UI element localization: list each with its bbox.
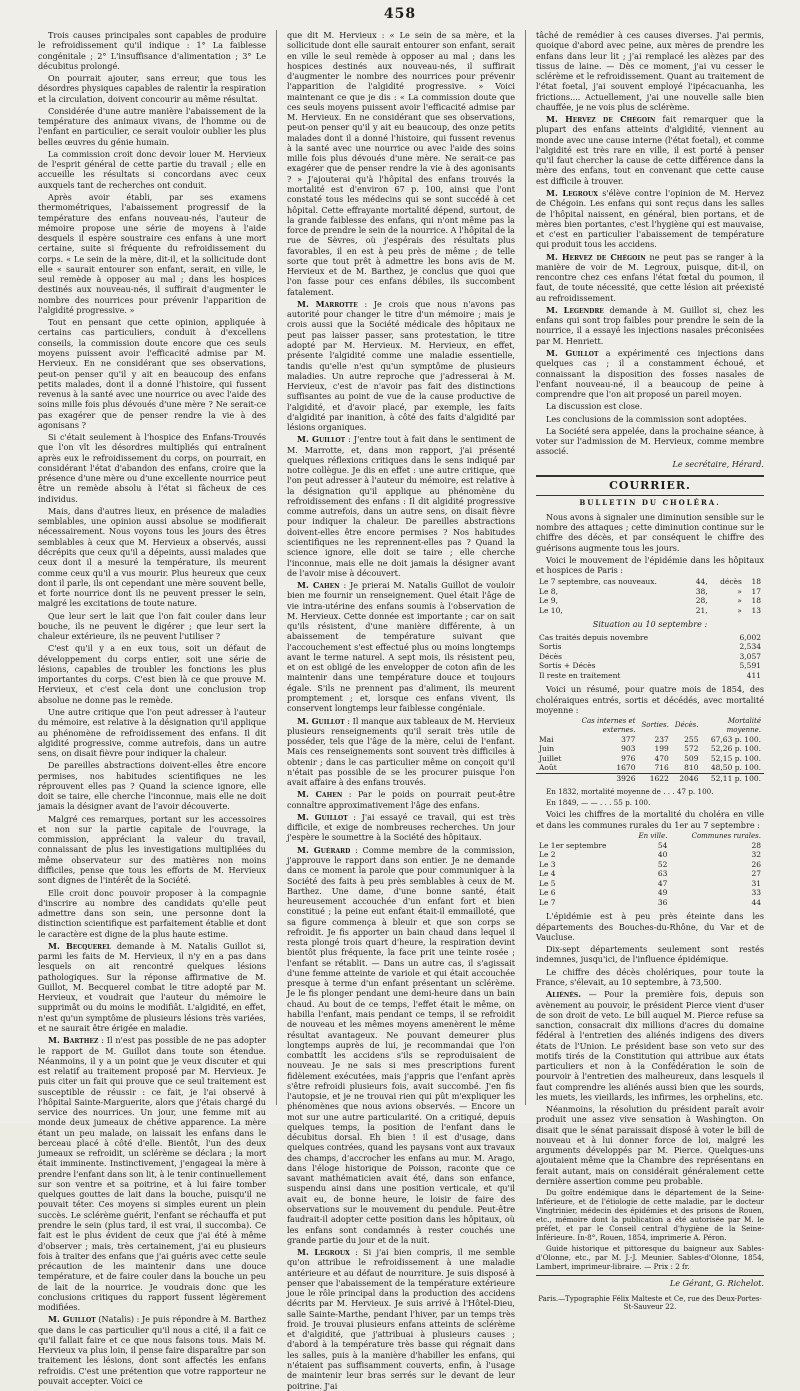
- paragraph: que dit M. Hervieux : « Le sein de sa mère, et la sollicitude dont elle saurait entourer son enfant, serait en ville le seul remède à opposer au mal ; dans les hospices destinés aux nouveau-nés, il suffirait d'augmenter le nombre des nourrices pour prévenir l'apparition de l'algidité progressive. » Voici maintenant ce que je dis : « La commission doute que ces seuls moyens puissent avoir l'efficacité admise par M. Hervieux. En ne considérant que ses observations, peut-on penser qu'il y ait eu beaucoup, des onze petits malades dont il a donné l'histoire, qui fussent revenus à la santé avec une nourrice ou avec l'aide des soins mille fois plus dévoués d'une mère. Ne serait-ce pas exagérer que de penser rendre la vie à des agonisants ? » J'ajouterai qu'à l'hôpital des enfans trouvés la mortalité est d'environ 67 p. 100, ainsi que l'ont constaté tous les médecins qui se sont succédé à cet hôpital. Cette effrayante mortalité dépend, surtout, de la grande faiblesse des enfans, qui n'ont même pas la force de prendre le sein de la nourrice. A l'hôpital de la rue de Sèvres, où j'espérais des résultats plus favorables, il en est à peu près de même ; de telle sorte que tout prêt à admettre les bons avis de M. Hervieux et de M. Barthez, je conclus que quoi que l'on fasse pour ces enfans débiles, ils succombent fatalement.: [287, 30, 515, 297]
- table-cell: Le 10,: [539, 605, 563, 615]
- table-cell: 237: [654, 734, 669, 744]
- paragraph: La commission croit donc devoir louer M. Hervieux de l'esprit général de cette partie du travail ; elle en accueille les résultats si concordans avec ceux auxquels tant de recherches ont conduit.: [38, 148, 266, 190]
- table-cell: »: [737, 586, 742, 596]
- daily-cases-table: [536, 577, 764, 615]
- speaker-name: M. Guillot: [297, 434, 346, 445]
- table-cell: Sortis + Décès: [539, 661, 596, 671]
- speaker-name: M. Barthez: [48, 1035, 99, 1046]
- table-cell: 2,534: [739, 642, 761, 652]
- table-row: [536, 860, 764, 870]
- paragraph: Voici un résumé, pour quatre mois de 1854, des choléraiques entrés, sortis et décédés, avec mortalité moyenne :: [536, 684, 764, 715]
- paragraph: [287, 845, 515, 1245]
- table-cell: 26: [751, 859, 761, 869]
- table-cell: 48,50 p. 100.: [710, 763, 761, 773]
- paragraph: Néanmoins, la résolution du président paraît avoir produit une assez vive sensation à Washington. On disait que le sénat paraissait disposé à voter le bill de nouveau et à lui donner force de loi, malgré les arguments développés par M. Pierce. Quelques-uns ajoutaient même que la Chambre des représentans en ferait autant, mais on considérait généralement cette dernière assertion comme peu probable.: [536, 1104, 764, 1187]
- table-row: [536, 869, 764, 879]
- section-lead: Aliénés.: [546, 989, 582, 1000]
- paragraph: En 1849, — — . . . 55 p. 100.: [546, 798, 651, 808]
- paragraph-text: : Par le poids on pourrait peut-être connaître approximativement l'âge des enfans.: [287, 789, 516, 810]
- paragraph: Mais, dans d'autres lieux, en présence de maladies semblables, une opinion aussi absolue se modifierait nécessairement. Nous voyons tous les jours des êtres semblables à ceux que M. Hervieux a observés, aussi décrépits que ceux qu'il a dépeints, aussi malades que ceux dont il a mesuré la température, ils meurent comme ceux qu'il a vus mourir. Plus heureux que ceux dont il parle, ils ont cependant une mère souvent belle, et forte nourrice dont ils ne peuvent presser le sein, malgré les excitations de toute nature.: [38, 505, 266, 609]
- table-cell: 31: [751, 878, 761, 888]
- paragraph: [536, 188, 764, 250]
- table-cell: 18: [751, 596, 761, 606]
- paragraph-text: : Il n'est pas possible de ne pas adopter le rapport de M. Guillot dans toute son étendue. Néanmoins, il y a un point que je veux discuter et qui est relatif au traitement proposé par M. Hervieux. Je puis citer un fait qui prouve que ce seul traitement est susceptible de réussir : ce fait, je l'ai observé à l'hôpital Sainte-Marguerite, alors que j'étais chargé du service des nourrices. Un jour, une femme mit au monde deux jumeaux de chétive apparence. La mère étant un peu malade, on laissait les enfans dans le berceau placé à côté d'elle. Bientôt, l'un des deux jumeaux se refroidit, un sclérème se déclara ; la mort était imminente. Instinctivement, j'engageai la mère à prendre l'enfant dans son lit, à le tenir continuellement sur son ventre et sa poitrine, et à lui faire tomber quelques gouttes de lait dans la bouche, puisqu'il ne pouvait téter. Ces moyens si simples eurent un plein succès. Le sclérème guérit, l'enfant se réchauffa et put prendre le sein (plus tard, il est vrai, il succomba). Ce fait est le plus évident de ceux que j'ai été à même d'observer ; mais, très certainement, j'ai eu plusieurs fois à traiter des enfans que j'ai guéris avec cette seule précaution de les maintenir dans une douce température, et de faire couler dans la bouche un peu de lait de la nourrice. Je voudrais donc que les conclusions critiques du rapport fussent légèrement modifiées.: [38, 1035, 266, 1313]
- table-cell: Août: [539, 763, 557, 773]
- column-right: [536, 30, 765, 1312]
- situation-table: [536, 633, 764, 681]
- paragraph: Trois causes principales sont capables de produire le refroidissement qu'il indique : 1° La faiblesse congénitale ; 2° L'insuffisance d'alimentation ; 3° Le décubitus prolongé.: [38, 30, 266, 71]
- secretary-signature: Le secrétaire, Hérard.: [672, 458, 764, 469]
- table-cell: 3,057: [739, 651, 761, 661]
- table-row: [536, 841, 764, 851]
- paragraph-text: : J'ai essayé ce travail, qui est très difficile, et exige de nombreuses recherches. Un jour j'espère le soumettre à la Société des hôpitaux.: [287, 811, 515, 843]
- paragraph-text: fait remarquer que la plupart des enfans atteints d'algidité, viennent au monde avec une cause interne (l'état foetal), et comme l'algidité est très rare en ville, il est porté à penser qu'il faut chercher la cause de cette différence dans la mère des enfans, tout en convenant que cette cause est difficile à trouver.: [536, 114, 764, 186]
- table-cell: 716: [654, 763, 669, 773]
- table-cell: 3926: [565, 773, 639, 783]
- speaker-name: M. Guillot: [546, 347, 599, 358]
- column-left: [38, 30, 266, 1386]
- column-header: Sorties.: [641, 721, 669, 730]
- table-row: [536, 898, 764, 908]
- paragraph: [38, 941, 266, 1033]
- column-header: Cas internes et externes.: [581, 717, 636, 734]
- table-cell: Le 2: [539, 850, 556, 860]
- paragraph: Que leur sert le lait que l'on fait couler dans leur bouche, ils ne peuvent le digérer ; que leur sert la chaleur extérieure, ils ne peuvent l'utiliser ?: [38, 610, 266, 642]
- paragraph: [287, 812, 515, 843]
- table-cell: 255: [684, 734, 699, 744]
- paragraph: Si c'était seulement à l'hospice des Enfans-Trouvés que l'on vît les désordres multipliés qui entraînent après eux le refroidissement du corps, on pourrait, en considérant l'état d'abandon des enfans, croire que la présence d'une mère ou d'une excellente nourrice peut être un remède absolu à l'état si fâcheux de ces individus.: [38, 432, 266, 504]
- table-cell: Le 8,: [539, 586, 558, 596]
- paragraph: La discussion est close.: [546, 401, 643, 412]
- speaker-name: M. Guillot: [297, 715, 345, 726]
- table-cell: 976: [621, 753, 636, 763]
- paragraph: Tout en pensant que cette opinion, appliquée à certains cas particuliers, conduit à d'excellens conseils, la commission doute encore que ces seuls moyens puissent avoir l'efficacité admise par M. Hervieux. En ne considérant que ses observations, peut-on penser qu'il y ait en beaucoup des enfans petits malades, dont il a donné l'histoire, qui fussent revenus à la santé avec une nourrice ou avec l'aide des soins mille fois plus dévoués d'une mère ? Ne serait-ce pas exagérer que de penser rendre la vie à des agonisans ?: [38, 317, 266, 430]
- paragraph-text: : Si j'ai bien compris, il me semble qu'on attribue le refroidissement à une maladie antérieure et au défaut de nourriture. Je suis disposé à penser que l'abaissement de la température extérieure joue le rôle principal dans la production des accidens décrits par M. Hervieux. Je suis arrivé à l'Hôtel-Dieu, salle Sainte-Marthe, pendant l'hiver, par un temps très froid. Je trouvai plusieurs enfans atteints de sclérème et d'algidité, que j'attribuai à plusieurs causes ; d'abord à la température très basse qui régnait dans les salles, puis à la manière d'habiller les enfans, qui n'étaient pas suffisamment couverts, enfin, à l'usage de maintenir leur bras serrés sur le devant de leur poitrine. J'ai: [287, 1247, 515, 1391]
- speaker-name: M. Legroux: [546, 187, 598, 198]
- table-cell: Mai: [539, 734, 554, 744]
- page-number: 458: [383, 6, 417, 22]
- paragraph-text: a expérimenté ces injections dans quelques cas ; il a constamment échoué, et connaissant la disposition des fosses nasales de l'enfant nouveau-né, il a beaucoup de peine à comprendre que l'on ait proposé un pareil moyen.: [536, 347, 764, 400]
- table-row: [536, 652, 764, 662]
- paragraph: Dix-sept départements seulement sont restés indemnes, jusqu'ici, de l'influence épidémique.: [536, 944, 764, 965]
- table-cell: 32: [751, 850, 761, 860]
- article-columns: [38, 30, 765, 1391]
- city-rural-table: [536, 832, 764, 907]
- table-cell: Juin: [539, 744, 555, 754]
- bibliography-entry: Du goître endémique dans le département de la Seine-Inférieure, et de l'étiologie de cette maladie, par le docteur Vingtrinier, médecin des épidémies et des prisons de Rouen, etc., mémoire dont la publication a été autorisée par M. le préfet, et par le Conseil central d'hygiène de la Seine-Inférieure. In-8°, Rouen, 1854, imprimerie A. Péron.: [536, 1188, 764, 1243]
- table-row: [536, 633, 764, 643]
- paragraph-text: s'élève contre l'opinion de M. Hervez de Chégoin. Les enfans qui sont reçus dans les salles de l'hôpital naissent, en général, bien portans, et de mères bien portantes, c'est l'hygiène qui est mauvaise, et c'est en particulier l'abaissement de température qui produit tous les accidens.: [536, 187, 764, 250]
- speaker-name: M. Legendre: [546, 304, 604, 315]
- table-cell: 470: [654, 753, 669, 763]
- table-total-row: [536, 773, 764, 783]
- table-cell: 18: [751, 577, 761, 587]
- table-cell: 54: [657, 840, 668, 850]
- table-cell: Le 5: [539, 878, 556, 888]
- table-cell: 63: [657, 869, 668, 879]
- speaker-name: M. Hervez de Chégoin: [546, 114, 656, 125]
- table-row: [536, 642, 764, 652]
- table-row: [536, 735, 764, 745]
- paragraph: Les conclusions de la commission sont adoptées.: [546, 413, 747, 424]
- table-row: [536, 671, 764, 681]
- table-cell: 6,002: [739, 632, 761, 642]
- paragraph-text: ne peut pas se ranger à la manière de voir de M. Legroux, puisque, dit-il, on rencontre chez ces enfans l'état fœtal du poumon, il faut, de toute nécessité, que cette lésion ait préexisté au refroidissement.: [536, 251, 765, 303]
- column-divider: [525, 30, 526, 1105]
- paragraph-text: demande à M. Natalis Guillot si, parmi les faits de M. Hervieux, il n'y en a pas dans lesquels on ait rencontré quelques lésions pathologiques. Sur la réponse affirmative de M. Guillot, M. Becquerel combat le titre adopté par M. Hervieux, et voudrait que l'auteur du mémoire le supprimât ou du moins le modifiât. L'algidité, en effet, n'est qu'un symptôme de plusieurs lésions très variées, et ne saurait être érigée en maladie.: [38, 940, 266, 1033]
- table-cell: 27: [751, 869, 761, 879]
- paragraph: Elle croit donc pouvoir proposer à la compagnie d'inscrire au nombre des candidats qu'elle peut admettre dans son sein, une personne dont la distinction scientifique est parfaitement établie et dont le caractère est digne de la plus haute estime.: [38, 887, 266, 939]
- table-cell: Le 1er septembre: [539, 840, 607, 850]
- table-cell: Sortis: [539, 642, 562, 652]
- table-cell: Le 7 septembre, cas nouveaux.: [539, 577, 657, 587]
- column-header: Décès.: [674, 721, 699, 730]
- table-cell: Décès: [539, 651, 562, 661]
- table-cell: Le 4: [539, 869, 556, 879]
- table-cell: Le 9,: [539, 596, 558, 606]
- paragraph: Le chiffre des décès cholériques, pour toute la France, s'élevait, au 10 septembre, à 73,500.: [536, 966, 764, 987]
- table-cell: 38,: [695, 586, 708, 596]
- table-row: [536, 606, 764, 616]
- paragraph-text: : Je crois que nous n'avons pas autorité pour changer le titre d'un mémoire ; mais je crois aussi que la Société médicale des hôpitaux ne peut pas laisser passer, sans protestation, le titre adopté par M. Hervieux. M. Hervieux, en effet, présente l'algidité comme une maladie essentielle, tandis qu'elle n'est qu'un symptôme de plusieurs maladies. Un autre reproche que j'adresserai à M. Hervieux, c'est de n'avoir pas fait des distinctions suffisantes au point de vue de la cause productive de l'algidité, et d'avoir placé, par exemple, les faits d'algidité par inanition, à côté des faits d'algidité par lésions organiques.: [287, 298, 515, 433]
- table-cell: [536, 773, 565, 783]
- paragraph-text: : Comme membre de la commission, j'approuve le rapport dans son entier. Je ne demande dans ce moment la parole que pour communiquer à la Société des faits à peu près semblables à ceux de M. Barthez. Une dame, d'une bonne santé, était heureusement accouchée d'un enfant fort et bien constitué ; la peine eut enfant était-il emmailloté, que sa figure commença à bleuir et que son corps se refroidit. Je fis apporter un bain chaud dans lequel il resta plongé trois quart d'heure, la respiration devint bientôt plus fréquente, la face prit une teinte rosée ; l'enfant se rétablit. — Dans un autre cas, il s'agissait d'une femme atteinte de variole et qui était accouchée presque à terme d'un enfant présentant un sclérème. Je le fis plonger pendant une demi-heure dans un bain chaud. Au bout de ce temps, l'effet était le même, on habilla l'enfant, mais pendant ce temps, il se refroidit de nouveau et les mêmes moyens amenèrent le même résultat avantageux. Ne pouvant demeurer plus longtemps auprès de lui, je recommandai que l'on combattît les accidens s'ils se reproduisaient de nouveau. Je ne sais si mes prescriptions furent fidèlement exécutées, mais j'appris que l'enfant après s'être refroidi plusieurs fois, avait succombé. J'en fis l'autopsie, et je ne trouvai rien qui pût m'expliquer les phénomènes que nous avions observés. — Encore un mot sur une autre particularité. On a critiqué, depuis quelques temps, la position de l'enfant dans le décubitus dorsal. Eh bien ! il est d'usage, dans quelques contrées, quand les paysans vont aux travaux des champs, d'accrocher les enfans au mur. M. Arago, dans l'éloge historique de Poisson, raconte que ce savant mathématicien avait été, dans son enfance, suspendu ainsi dans une position verticale, et qu'il avait eu, de bonne heure, le loisir de faire des observations sur le mouvement du pendule. Peut-être faudrait-il adopter cette position dans les hôpitaux, où les enfans sont condamnés à rester couchés une grande partie du jour et de la nuit.: [287, 844, 515, 1245]
- table-cell: 377: [621, 734, 636, 744]
- table-cell: »: [737, 596, 742, 606]
- column-middle: [287, 30, 516, 1391]
- table-cell: 52,11 p. 100.: [701, 773, 764, 783]
- paragraph: Nous avons à signaler une diminution sensible sur le nombre des attaques ; cette diminution continue sur le chiffre des décès, et par conséquent le chiffre des guérisons augmente tous les jours.: [536, 511, 764, 553]
- speaker-name: M. Becquerel: [48, 940, 111, 951]
- table-cell: 411: [746, 670, 761, 680]
- paragraph: Malgré ces remarques, portant sur les accessoires et non sur la partie capitale de l'ouvrage, la commission, appréciant la valeur du travail, connaissant de plus les investigations multipliées du même observateur sur des matières non moins difficiles, pense que tous les efforts de M. Hervieux sont dignes de l'intérêt de la Société.: [38, 813, 266, 886]
- paragraph-text: : J'entre tout à fait dans le sentiment de M. Marrotte, et, dans mon rapport, j'ai présenté quelques réflexions critiques dans le sens indiqué par notre collègue. Je dis en effet : une autre critique, que l'on peut adresser à l'auteur du mémoire, est relative à la désignation qu'il applique au phénomène du refroidissement des enfans : Il dit algidité progressive comme autrefois, dans un autre sens, on disait fièvre pour indiquer la chaleur. De pareilles abstractions doivent-elles être encore permises ? Nos habitudes scientifiques ne les reprennent-elles pas ? Quand la science ignore, elle doit se taire ; elle cherche l'inconnue, mais elle ne doit jamais la désigner avant de l'avoir mise à découvert.: [287, 434, 515, 578]
- paragraph: Une autre critique que l'on peut adresser à l'auteur du mémoire, est relative à la désignation qu'il applique au phénomène de refroidissement des enfans. Il dit algidité progressive, comme autrefois, dans un autre sens, on disait fièvre pour indiquer la chaleur.: [38, 707, 266, 759]
- paragraph: [536, 989, 764, 1102]
- paragraph: [38, 1035, 266, 1312]
- table-cell: 13: [751, 605, 761, 615]
- table-cell: »: [737, 605, 742, 615]
- speaker-name: M. Marrotte: [297, 298, 358, 309]
- speaker-name: M. Guillot: [48, 1314, 96, 1325]
- paragraph: [287, 580, 515, 713]
- table-cell: 47: [657, 878, 668, 888]
- table-cell: Le 7: [539, 897, 556, 907]
- situation-title: Situation au 10 septembre :: [592, 619, 708, 630]
- table-cell: 810: [684, 763, 699, 773]
- column-header: Communes rurales.: [691, 831, 761, 840]
- table-cell: 1622: [638, 773, 671, 783]
- table-cell: 1670: [616, 763, 636, 773]
- column-header: En ville.: [638, 831, 668, 840]
- table-cell: 40: [657, 850, 668, 860]
- paragraph: [536, 252, 764, 303]
- paragraph: L'épidémie est à peu près éteinte dans les départements des Bouches-du-Rhône, du Var et de Vaucluse.: [536, 911, 764, 942]
- paragraph: [287, 1247, 515, 1391]
- column-header: [536, 832, 627, 841]
- column-divider: [276, 30, 277, 1105]
- paragraph-text: — Pour la première fois, depuis son avènement au pouvoir, le président Pierce vient d'user de son droit de veto. Le bill auquel M. Pierce refuse sa sanction, consacrait dix millions d'acres du domaine fédéral à l'entretien des aliénés indigens des divers états de l'Union. Le président base son veto sur des motifs tirés de la Constitution qui attribue aux états particuliers et non à la Confédération le soin de pourvoir à l'entretien des malheureux, dans lesquels il faut comprendre les aliénés aussi bien que les sourds, les muets, les vieillards, les infirmes, les orphelins, etc.: [536, 989, 764, 1102]
- manager-signoff: Le Gérant, G. Richelot.: [536, 1275, 764, 1288]
- section-subtitle: BULLETIN DU CHOLÉRA.: [579, 497, 721, 507]
- table-cell: Le 3: [539, 859, 556, 869]
- table-cell: 28,: [695, 596, 708, 606]
- paragraph: En 1832, mortalité moyenne de . . . 47 p. 100.: [546, 787, 714, 797]
- table-cell: 903: [621, 744, 636, 754]
- table-row: [536, 587, 764, 597]
- table-cell: Cas traités depuis novembre: [539, 632, 649, 642]
- paragraph-text: (Natalis) : Je puis répondre à M. Barthez que dans le cas particulier qu'il nous a cité, il a fait ce qu'il fallait faire et ce que nous faisons tous. Mais M. Hervieux va plus loin, il pense faire disparaître par son traitement les lésions, dont sont affectés les enfans refroidis. C'est une prétention que votre rapporteur ne pouvait accepter. Voici ce: [38, 1314, 266, 1386]
- paragraph: [287, 716, 515, 788]
- column-header: Mortalité moyenne.: [726, 717, 761, 734]
- paragraph: Voici le mouvement de l'épidémie dans les hôpitaux et hospices de Paris :: [536, 554, 764, 576]
- paragraph-text: demande à M. Guillot si, chez les enfans qui sont trop faibles pour prendre le sein de la nourrice, il a essayé les injections nasales préconisées par M. Henriett.: [536, 304, 764, 346]
- table-row: [536, 879, 764, 889]
- paragraph: On pourrait ajouter, sans erreur, que tous les désordres physiques capables de ralentir la respiration et la circulation, doivent concourir au même résultat.: [38, 73, 266, 104]
- paragraph: tâché de remédier à ces causes diverses. J'ai permis, quoique d'abord avec peine, aux mères de prendre les enfans dans leur lit ; j'ai remplacé les alèzes par des tissus de laine. — Dès ce moment, j'ai vu cesser le sclérème et le refroidissement. Quant au traitement de l'état foetal, j'ai souvent employé l'ipécacuanha, les frictions.... Actuellement, j'ai une nouvelle salle bien chauffée, je ne vois plus de sclérème.: [536, 30, 764, 112]
- paragraph: [287, 299, 515, 432]
- table-cell: 49: [657, 888, 668, 898]
- table-cell: 5,591: [739, 661, 761, 671]
- monthly-mortality-table: [536, 717, 764, 783]
- bibliography-entry: Guide historique et pittoresque du baigneur aux Sables-d'Olonne, etc., par M. J.-J. Meunier. Sables-d'Olonne, 1854, Lambert, imprimeur-libraire. — Prix : 2 fr.: [536, 1244, 764, 1272]
- table-row: [536, 661, 764, 671]
- section-title: COURRIER.: [536, 475, 764, 496]
- paragraph: [536, 305, 764, 346]
- speaker-name: M. Guérard: [297, 844, 351, 855]
- speaker-name: M. Cahen: [297, 580, 340, 591]
- table-row: [536, 577, 764, 587]
- table-row: [536, 888, 764, 898]
- paragraph: [287, 434, 515, 578]
- printer-imprint: Paris.—Typographie Félix Malteste et Ce, rue des Deux-Portes-St-Sauveur 22.: [538, 1294, 762, 1312]
- paragraph: [38, 1314, 266, 1386]
- table-row: [536, 744, 764, 754]
- speaker-name: M. Guillot: [297, 811, 348, 822]
- paragraph: Après avoir établi, par ses examens thermométriques, l'abaissement progressif de la température des enfans nouveau-nés, l'auteur de mémoire propose une série de moyens à l'aide desquels il espère soustraire ces enfans à une mort certaine, suite si fréquente du refroidissement du corps. « Le sein de la mère, dit-il, et la sollicitude dont elle « saurait entourer son enfant, serait, en ville, le seul remède à opposer au mal ; dans les hospices destinés aux nouveau-nés, il suffirait d'augmenter le nombre des nourrices pour prévenir l'apparition de l'algidité progressive. »: [38, 191, 266, 315]
- paragraph: [536, 348, 764, 399]
- table-cell: 52,26 p. 100.: [710, 744, 761, 754]
- speaker-name: M. Cahen: [297, 789, 343, 800]
- speaker-name: M. Legroux: [297, 1247, 350, 1258]
- table-cell: 199: [654, 744, 669, 754]
- paragraph: [287, 789, 515, 810]
- table-cell: décès: [720, 577, 742, 587]
- table-cell: Le 6: [539, 888, 556, 898]
- paragraph: C'est qu'il y a en eux tous, soit un défaut de développement du corps entier, soit une série de lésions, capables de troubler les fonctions les plus importantes du corps. C'est bien là ce que prouve M. Hervieux, et c'est cela dont une conclusion trop absolue ne donne pas le remède.: [38, 643, 266, 705]
- column-header: [536, 717, 565, 735]
- table-cell: 33: [751, 888, 761, 898]
- paragraph: [536, 114, 764, 186]
- table-cell: 509: [684, 753, 699, 763]
- table-row: [536, 754, 764, 764]
- table-cell: 17: [751, 586, 761, 596]
- table-row: [536, 850, 764, 860]
- paragraph: Voici les chiffres de la mortalité du choléra en ville et dans les communes rurales du 1er au 7 septembre :: [536, 809, 764, 830]
- paragraph: De pareilles abstractions doivent-elles être encore permises, nos habitudes scientifiques ne les réprouvent elles pas ? Quand la science ignore, elle doit se taire, elle cherche l'inconnue, mais elle ne doit jamais la désigner avant de l'avoir découverte.: [38, 760, 266, 812]
- table-cell: 2046: [672, 773, 702, 783]
- table-cell: 52,15 p. 100.: [710, 753, 761, 763]
- paragraph-text: : Je prierai M. Natalis Guillot de vouloir bien me fournir un renseignement. Quel était l'âge de vie intra-utérine des enfans soumis à l'observation de M. Hervieux. Cette donnée est importante ; car on sait qu'ils résistent, d'une manière différente, à un abaissement de température suivant que l'accouchement s'est effectué plus ou moins longtemps avant le terme naturel. A sept mois, ils résistent peu, et on est obligé de les envelopper de coton afin de les maintenir dans une température douce et toujours égale. S'ils ne prennent pas d'aliment, ils meurent promptement ; et, lorsque ces enfans vivent, ils conservent longtemps leur faiblesse congéniale.: [287, 580, 516, 714]
- paragraph-text: : Il manque aux tableaux de M. Hervieux plusieurs renseignements qu'il serait très utile de posséder, tels que l'âge de la mère, celui de l'enfant. Mais ces renseignements sont souvent très difficiles à obtenir ; dans le cas particulier même on conçoit qu'il n'était pas possible de se les procurer puisque l'on avait affaire à des enfans trouvés.: [287, 715, 515, 788]
- paragraph: Considérée d'une autre manière l'abaissement de la température des animaux vivans, de l'homme ou de l'enfant en particulier, ce serait vouloir oublier les plus belles œuvres du génie humain.: [38, 105, 266, 147]
- table-cell: Il reste en traitement: [539, 670, 621, 680]
- table-cell: 44,: [695, 577, 708, 587]
- table-cell: 52: [657, 859, 668, 869]
- paragraph: La Société sera appelée, dans la prochaine séance, à voter sur l'admission de M. Hervieux, comme membre associé.: [536, 425, 764, 457]
- speaker-name: M. Hervez de Chégoin: [546, 251, 646, 262]
- table-cell: 572: [684, 744, 699, 754]
- table-cell: 44: [751, 897, 761, 907]
- table-cell: 67,63 p. 100.: [710, 734, 761, 744]
- table-cell: 21,: [695, 605, 708, 615]
- table-cell: 28: [751, 840, 761, 850]
- table-cell: 36: [657, 897, 668, 907]
- table-cell: Juillet: [539, 753, 562, 763]
- table-row: [536, 763, 764, 773]
- table-row: [536, 596, 764, 606]
